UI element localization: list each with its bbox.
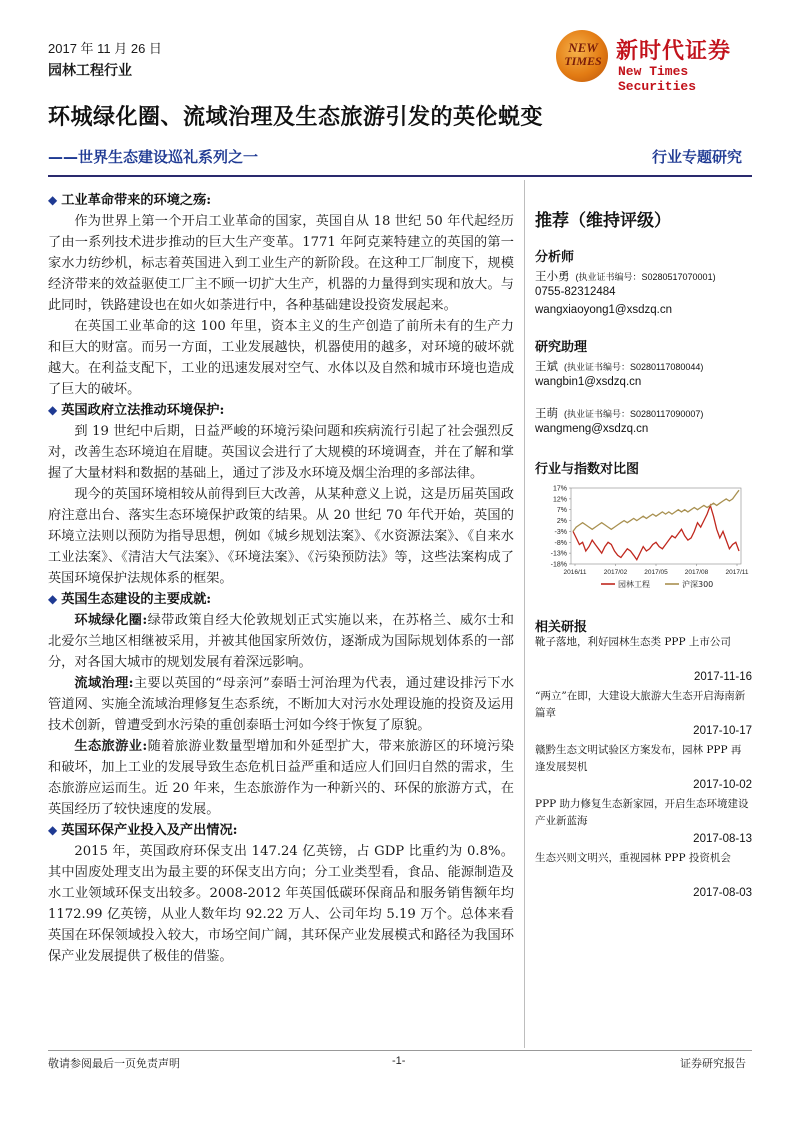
related-report-title[interactable]: 生态兴则文明兴，重视园林 PPP 投资机会: [535, 852, 731, 864]
analyst-email[interactable]: wangxiaoyong1@xsdzq.cn: [535, 304, 672, 316]
legend-label: 园林工程: [618, 580, 650, 589]
disclaimer-note[interactable]: 敬请参阅最后一页免责声明: [48, 1057, 180, 1070]
paragraph: 生态旅游业:随着旅游业数量型增加和外延型扩大，带来旅游区的环境污染和破坏，加上工业的发展导致生态危机日益严重和适应人们回归自然的需求，生态旅游应运而生。近 20 年来，生态旅游作为一种新兴的、环保的旅游方式，在英国经历了较快速度的发展。: [48, 739, 514, 817]
section-heading-legislation: ◆ 英国政府立法推动环境保护:: [48, 403, 225, 418]
assistant-email[interactable]: wangmeng@xsdzq.cn: [535, 423, 649, 435]
industry-index-chart: [535, 482, 751, 602]
report-subtitle: ——世界生态建设巡礼系列之一: [48, 148, 259, 166]
y-tick-label: -3%: [554, 528, 567, 536]
y-tick-label: 17%: [552, 485, 567, 493]
y-tick-label: -18%: [550, 561, 567, 569]
y-tick-label: 12%: [552, 496, 567, 504]
logo-chinese-name: 新时代证券: [616, 39, 732, 64]
industry-label: 园林工程行业: [48, 63, 132, 79]
company-logo: [556, 30, 756, 94]
chart-svg: [535, 482, 751, 602]
legend-label: 沪深300: [682, 580, 714, 589]
related-report-date: 2017-08-03: [693, 887, 752, 899]
column-divider: [524, 180, 525, 1048]
related-report-title[interactable]: 赣黔生态文明试验区方案发布，园林 PPP 再逢发展契机: [535, 744, 742, 773]
section-heading-industry-investment: ◆ 英国环保产业投入及产出情况:: [48, 823, 238, 838]
report-body: [48, 190, 514, 967]
section-heading-industrial-revolution: ◆ 工业革命带来的环境之殇:: [48, 193, 212, 208]
analyst-name: 王小勇 (执业证书编号：S0280517070001): [535, 271, 716, 283]
diamond-bullet-icon: ◆: [48, 193, 58, 207]
x-tick-label: 2017/11: [725, 569, 749, 576]
diamond-bullet-icon: ◆: [48, 592, 58, 606]
paragraph: 到 19 世纪中后期，日益严峻的环境污染问题和疾病流行引起了社会强烈反对，改善生态环境迫在眉睫。英国议会进行了大规模的环境调查，并在了解和掌握了大量材料和数据的基础上，通过了涉及水环境及烟尘治理的多部法律。: [48, 424, 514, 481]
diamond-bullet-icon: ◆: [48, 403, 58, 417]
related-report-date: 2017-11-16: [694, 671, 752, 683]
header-divider: [48, 175, 752, 177]
paragraph: 环城绿化圈:绿带政策自经大伦敦规划正式实施以来，在苏格兰、威尔士和北爱尔兰地区相继被采用，并被其他国家所效仿，逐渐成为国际规划体系的一部分，对各国大城市的规划发展有着深远影响。: [48, 613, 514, 670]
chart-series-line: [573, 490, 739, 531]
related-research-heading: 相关研报: [535, 620, 588, 635]
page-number: -1-: [392, 1055, 406, 1067]
related-report-title[interactable]: PPP 助力修复生态新家园，开启生态环境建设产业新蓝海: [535, 798, 749, 827]
related-report-title[interactable]: “两立”在即，大建设大旅游大生态开启海南新篇章: [535, 690, 746, 719]
assistant-name: 王斌 (执业证书编号：S0280117080044): [535, 361, 704, 373]
x-tick-label: 2017/05: [644, 569, 668, 576]
chart-heading: 行业与指数对比图: [535, 462, 640, 477]
y-tick-label: 7%: [556, 507, 567, 515]
analyst-heading: 分析师: [535, 250, 575, 265]
paragraph: 作为世界上第一个开启工业革命的国家，英国自从 18 世纪 50 年代起经历了由一系列技术进步推动的巨大生产变革。1771 年阿克莱特建立的英国的第一家水力纺纱机，标志着英国进入到工业生产的新阶段。在这种工厂制度下，规模经济带来的效益驱使工厂主不顾一切扩大生产，机器的力量得到实现和放大。与此同时，铁路建设也在如火如荼进行中，各种基础建设投资发展起来。: [48, 214, 514, 313]
related-report-date: 2017-10-02: [693, 779, 752, 791]
x-tick-label: 2017/08: [684, 569, 709, 576]
paragraph: 现今的英国环境相较从前得到巨大改善，从某种意义上说，这是历届英国政府注意出台、落实生态环境保护政策的结果。从 20 世纪 70 年代开始，英国的环境立法则以预防为指导思想，例如《城乡规划法案》、《水资源法案》、《自来水工业法案》、《清洁大气法案》、《环境法案》、《污染预防法》等，这些法案构成了英国环境保护法规体系的框架。: [48, 487, 514, 586]
related-report-date: 2017-08-13: [693, 833, 752, 845]
section-heading-achievements: ◆ 英国生态建设的主要成就:: [48, 592, 212, 607]
assistant-name: 王萌 (执业证书编号：S0280117090007): [535, 408, 704, 420]
logo-english-name: New Times Securities: [618, 64, 697, 94]
y-tick-label: -8%: [554, 539, 567, 547]
analyst-phone: 0755-82312484: [535, 286, 616, 298]
report-type: 行业专题研究: [652, 148, 743, 166]
y-tick-label: 2%: [556, 518, 567, 526]
rating: 推荐（维持评级）: [535, 211, 671, 231]
diamond-bullet-icon: ◆: [48, 823, 58, 837]
y-tick-label: -13%: [550, 550, 567, 558]
paragraph: 2015 年，英国政府环保支出 147.24 亿英镑，占 GDP 比重约为 0.8%。其中固废处理支出为最主要的环保支出方向；分工业类型看，食品、能源制造及水工业领域环保支出较多。2008-2012 年英国低碳环保商品和服务销售额年均 1172.99 亿英镑，从业人数年均 92.22 万人、公司年均 5.19 万个。总体来看英国在环保领域投入较大，市场空间广阔，其环保产业发展模式和路径为我国环保产业发展提供了极佳的借鉴。: [48, 844, 514, 964]
paragraph: 在英国工业革命的这 100 年里，资本主义的生产创造了前所未有的生产力和巨大的财富。而另一方面，工业发展越快，机器使用的越多，对环境的破坏就越大。在利益支配下，工业的迅速发展对空气、水体以及自然和城市环境也造成了巨大的破坏。: [48, 319, 514, 397]
chart-series-line: [573, 505, 739, 559]
assistant-heading: 研究助理: [535, 340, 588, 355]
report-title: 环城绿化圈、流域治理及生态旅游引发的英伦蜕变: [48, 105, 544, 130]
assistant-email[interactable]: wangbin1@xsdzq.cn: [535, 376, 642, 388]
x-tick-label: 2016/11: [563, 569, 587, 576]
related-report-date: 2017-10-17: [693, 725, 752, 737]
logo-badge-icon: NEW TIMES: [556, 30, 608, 82]
related-report-title[interactable]: 靴子落地，利好园林生态类 PPP 上市公司: [535, 636, 731, 648]
report-date: 2017 年 11 月 26 日: [48, 41, 162, 56]
footer-divider: [48, 1050, 752, 1051]
report-category: 证券研究报告: [680, 1057, 746, 1070]
paragraph: 流域治理:主要以英国的“母亲河”泰晤士河治理为代表，通过建设排污下水管道网、实施全流域治理修复生态系统，不断加大对污水处理设施的投资及运用技术创新，曾遭受到水污染的重创泰晤士河如今终于恢复了原貌。: [48, 676, 515, 733]
x-tick-label: 2017/02: [603, 569, 628, 576]
